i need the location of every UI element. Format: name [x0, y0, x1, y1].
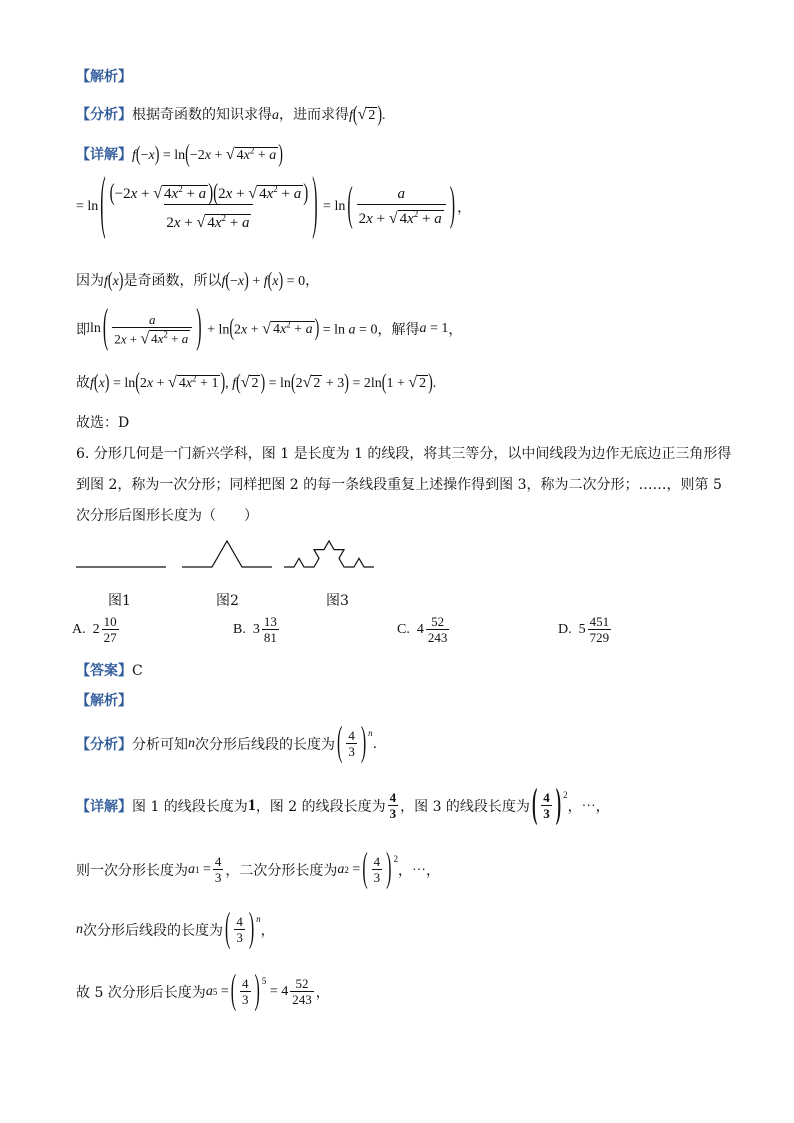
q6-stem-line2: 到图 2，称为一次分形；同样把图 2 的每一条线段重复上述操作得到图 3，称为二次分形；……，则第 5: [76, 477, 722, 493]
q5-big-expression: = ln ( $\frac{(-2x + √ 4x^2 + a )(2x + √ 4x^2 + a )}{2x + √ 4x^2 + a}$ ) = ln ( $\frac{a}{2x + √ 4x^2 + a}$ ) ，: [76, 166, 472, 242]
q5-because-line: 因为f(x)是奇函数，所以f(−x) + f(x) = 0，: [76, 269, 320, 293]
analysis-tag-2: 【解析】: [76, 693, 132, 709]
figure2-curve: [182, 541, 272, 567]
q6-fenxi-line: 【分析】 分析可知 n 次分形后线段的长度为 ( $\frac{4}{3}$ ) $^n$ .: [76, 720, 378, 765]
q5-gu-text: 故: [76, 375, 90, 391]
q5-fenxi-line: 【分析】根据奇函数的知识求得a，进而求得f(√ 2 ).: [76, 102, 386, 127]
q5-fenxi-mid: ，进而求得: [279, 107, 349, 123]
q6-line-n: n 次分形后线段的长度为 ( $\frac{4}{3}$ ) $^n$ ，: [76, 906, 275, 951]
q5-gu-line: 故f(x) = ln(2x + √ $4x^2 + 1$ ), f(√ 2 ) = ln(2√ 2 + 3) = 2ln(1 + √ 2 ).: [76, 370, 437, 396]
answer-value: C: [132, 663, 143, 679]
answer-line: [76, 660, 143, 680]
figure-label-1: 图1: [108, 593, 131, 609]
q5-fenxi-label: 【分析】: [76, 107, 132, 123]
q5-because-mid: 是奇函数，所以: [123, 273, 222, 289]
option-a: A. 2 $\frac{10}{27}$: [72, 614, 117, 645]
figure3-curve: [284, 541, 374, 567]
option-c: C. 4 $\frac{52}{243}$: [397, 614, 448, 645]
q5-ji-text: 即: [76, 322, 90, 339]
q6-xiangjie-line: 【详解】 图 1 的线段长度为 1 ，图 2 的线段长度为 $\frac{4}{3}$ ，图 3 的线段长度为 ( $\frac{4}{3}$ ) $^2$ ，⋯，: [76, 782, 610, 827]
q5-because-text: 因为: [76, 273, 104, 289]
q6-line-a5: 故 5 次分形后长度为 a 5 = ( $\frac{4}{3}$ ) $^5$ = 4 $\frac{52}{243}$ ，: [76, 968, 330, 1013]
fractal-figures: [70, 535, 390, 580]
answer-tag: 【答案】: [76, 663, 132, 679]
q5-xiangjie-label: 【详解】: [76, 147, 132, 163]
figure-label-3: 图3: [326, 593, 349, 609]
q5-xiangjie-line: 【详解】f(−x) = ln(−2x + √ $4x^2 + a$ ): [76, 141, 283, 169]
q5-ji-line: 即 ln ( $\frac{a}{2x + √ 4x^2 + a}$ ) + ln(2x + √ $4x^2 + a$ ) = ln a = 0 ，解得 a = 1 ，: [76, 302, 463, 354]
q5-solve-text: ，解得: [377, 322, 420, 339]
q6-stem-line1: 6. 分形几何是一门新兴学科，图 1 是长度为 1 的线段，将其三等分，以中间线段为边作无底边正三角形得: [76, 446, 732, 462]
q6-line-a1a2: 则一次分形长度为 a 1 = $\frac{4}{3}$ ，二次分形长度为 a 2 = ( $\frac{4}{3}$ ) $^2$ ，⋯，: [76, 846, 440, 891]
q6-stem-line3: 次分形后图形长度为（ ）: [76, 508, 258, 524]
figure-label-2: 图2: [216, 593, 239, 609]
q5-fenxi-text: 根据奇函数的知识求得: [132, 107, 272, 123]
q5-choose: 故选：D: [76, 415, 130, 431]
analysis-tag-1: 【解析】: [76, 69, 132, 85]
option-d: D. 5 $\frac{451}{729}$: [558, 614, 610, 645]
option-b: B. 3 $\frac{13}{81}$: [233, 614, 277, 645]
